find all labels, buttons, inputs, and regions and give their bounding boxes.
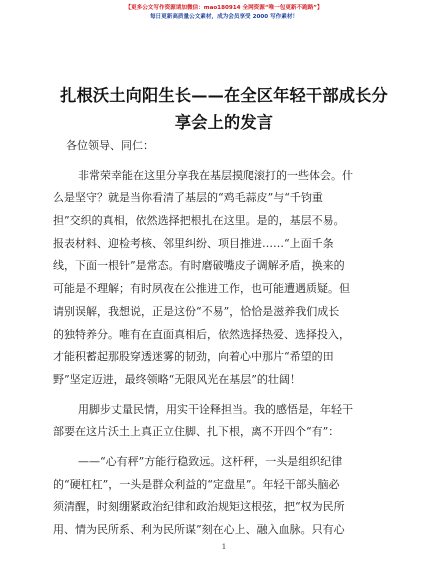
text-line: 线，下面一根针”是常态。有时磨破嘴皮子调解矛盾，换来的 (53, 259, 345, 273)
text-line: 的“硬杠杠”，一头是群众利益的“定盘星”。年轻干部头脑必 (53, 477, 340, 491)
text-line: 才能积蓄起那股穿透迷雾的韧劲，向着心中那片“希望的田 (53, 350, 334, 364)
text-line: 用、情为民所系、利为民所谋”刻在心上、融入血脉。只有心 (53, 523, 345, 536)
text-line: 部要在这片沃土上真正立住脚、扎下根，离不开四个“有”： (53, 425, 340, 439)
text-line: ——“心有秤”方能行稳致远。这杆秤，一头是组织纪律 (78, 454, 343, 468)
document-title (40, 82, 408, 136)
salutation (66, 135, 353, 158)
body-paragraph (53, 399, 353, 444)
text-line: 担”交织的真相，依然选择把根扎在这里。是的，基层不易。 (53, 214, 345, 228)
text-line: 报表材料、迎检考核、邻里纠纷、项目推进……“上面千条 (53, 236, 334, 250)
paragraph-gap (66, 158, 353, 165)
body-paragraph (53, 451, 353, 542)
text-line: 可能是不理解；有时夙夜在公推进工作，也可能遭遇质疑。但 (53, 282, 350, 296)
text-line: 么是坚守？就是当你看清了基层的“鸡毛蒜皮”与“千钧重 (53, 191, 323, 205)
text-line: 野”坚定迈进，最终领略“无限风光在基层”的壮阔！ (53, 372, 301, 386)
text-line: 的独特养分。唯有在直面真相后，依然选择热爱、选择投入， (53, 327, 350, 341)
title-line-1: 扎根沃土向阳生长——在全区年轻干部成长分 (60, 86, 388, 105)
title-line-2: 享会上的发言 (174, 113, 274, 132)
header-banner (0, 4, 448, 22)
page-number: 1 (221, 542, 227, 551)
paragraph-gap (66, 392, 353, 399)
text-line: 用脚步丈量民情，用实干诠释担当。我的感悟是，年轻干 (78, 402, 353, 416)
banner-promo-line: 【更多公文写作资源请加微信：mao180914 全网资源“唯一包更新不跑路”】 (125, 5, 323, 11)
body-paragraph (53, 165, 353, 392)
banner-subtitle-line: 每日更新高质量公文素材，成为会员享受 2000 写作素材！ (149, 14, 299, 20)
text-line: 请别误解，我想说，正是这份“不易”，恰恰是滋养我们成长 (53, 304, 340, 318)
document-body (53, 135, 353, 542)
text-line: 须清醒，时刻绷紧政治纪律和政治规矩这根弦，把“权为民所 (53, 500, 345, 514)
text-line: 非常荣幸能在这里分享我在基层摸爬滚打的一些体会。什 (78, 168, 353, 182)
text-line: 各位领导、同仁： (66, 139, 154, 152)
paragraph-gap (66, 444, 353, 451)
